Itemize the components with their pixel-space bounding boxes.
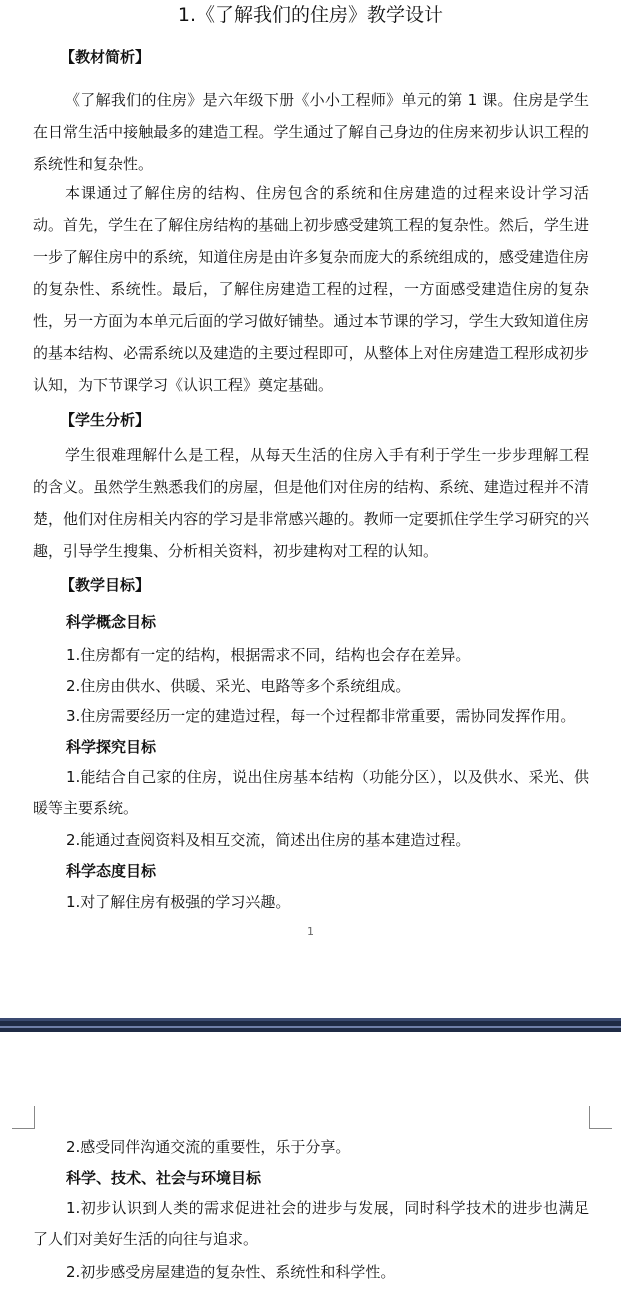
subheading-inquiry-goals: 科学探究目标 [66,738,157,756]
subheading-concept-goals: 科学概念目标 [66,613,157,631]
section-heading-textbook-analysis: 【教材简析】 [60,48,151,66]
attitude-goal-1: 1.对了解住房有极强的学习兴趣。 [66,893,291,911]
page-margin-corner-mark-left [12,1106,35,1129]
subheading-sts-goals: 科学、技术、社会与环境目标 [66,1169,262,1187]
document-title: 1.《了解我们的住房》教学设计 [177,4,444,26]
concept-goal-3: 3.住房需要经历一定的建造过程，每一个过程都非常重要，需协同发挥作用。 [66,707,576,725]
concept-goal-1: 1.住房都有一定的结构，根据需求不同，结构也会存在差异。 [66,646,471,664]
section-heading-teaching-goals: 【教学目标】 [60,576,151,594]
sts-goal-1: 1.初步认识到人类的需求促进社会的进步与发展，同时科学技术的进步也满足了人们对美好生活的向往与追求。 [33,1199,589,1248]
page-number: 1 [307,925,314,938]
paragraph-lesson-design: 本课通过了解住房的结构、住房包含的系统和住房建造的过程来设计学习活动。首先，学生在了解住房结构的基础上初步感受建筑工程的复杂性。然后，学生进一步了解住房中的系统，知道住房是由许多复杂而庞大的系统组成的，感受建造住房的复杂性、系统性。最后，了解住房建造工程的过程，一方面感受建造住房的复杂性，另一方面为本单元后面的学习做好铺垫。通过本节课的学习，学生大致知道住房的基本结构、必需系统以及建造的主要过程即可，从整体上对住房建造工程形成初步认知，为下节课学习《认识工程》奠定基础。 [33,184,589,394]
page-break-separator [0,1018,621,1032]
attitude-goal-2: 2.感受同伴沟通交流的重要性，乐于分享。 [66,1138,351,1156]
subheading-attitude-goals: 科学态度目标 [66,862,157,880]
concept-goal-2: 2.住房由供水、供暖、采光、电路等多个系统组成。 [66,677,411,695]
section-heading-student-analysis: 【学生分析】 [60,411,151,429]
sts-goal-2: 2.初步感受房屋建造的复杂性、系统性和科学性。 [66,1263,396,1281]
page-margin-corner-mark-right [589,1106,612,1129]
inquiry-goal-1: 1.能结合自己家的住房，说出住房基本结构（功能分区），以及供水、采光、供暖等主要系统。 [33,768,589,817]
paragraph-textbook-intro: 《了解我们的住房》是六年级下册《小小工程师》单元的第 1 课。住房是学生在日常生活中接触最多的建造工程。学生通过了解自己身边的住房来初步认识工程的系统性和复杂性。 [33,91,589,173]
inquiry-goal-2: 2.能通过查阅资料及相互交流，简述出住房的基本建造过程。 [66,831,471,849]
paragraph-student-analysis: 学生很难理解什么是工程，从每天生活的住房入手有利于学生一步步理解工程的含义。虽然学生熟悉我们的房屋，但是他们对住房的结构、系统、建造过程并不清楚，他们对住房相关内容的学习是非常感兴趣的。教师一定要抓住学生学习研究的兴趣，引导学生搜集、分析相关资料，初步建构对工程的认知。 [33,446,589,560]
